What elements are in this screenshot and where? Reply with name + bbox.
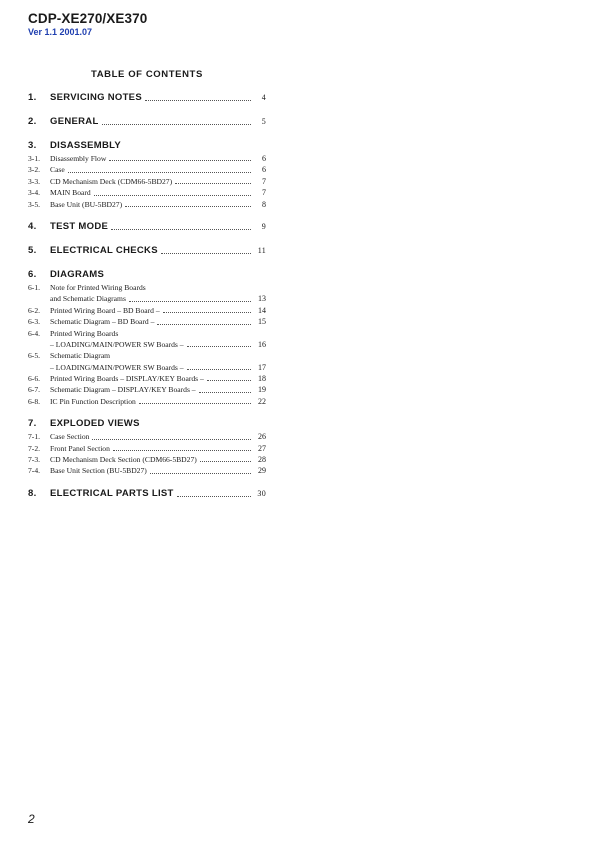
toc-section-entry[interactable] xyxy=(28,116,266,130)
subsection-number: 6-7. xyxy=(28,385,41,395)
subsection-title: Base Unit Section (BU-5BD27) xyxy=(50,466,147,476)
subsection-title: Case xyxy=(50,165,65,175)
toc-subsection-entry[interactable] xyxy=(28,317,266,328)
subsection-title: Disassembly Flow xyxy=(50,154,107,163)
subsection-page: 18 xyxy=(258,374,266,384)
subsection-number: 6-8. xyxy=(28,396,41,406)
toc-section xyxy=(28,488,266,502)
subsection-number: 3-1. xyxy=(28,154,41,163)
toc-section-entry[interactable] xyxy=(28,92,266,106)
toc-heading: TABLE OF CONTENTS xyxy=(91,69,203,80)
dot-leader xyxy=(200,461,251,462)
subsection-title: Note for Printed Wiring Boards xyxy=(50,282,146,292)
page-number: 2 xyxy=(28,812,35,826)
toc-subsection-entry[interactable] xyxy=(28,444,266,455)
toc-subsection-entry[interactable] xyxy=(28,200,266,211)
version-label: Ver 1.1 2001.07 xyxy=(28,27,93,37)
subsection-title-continued: – LOADING/MAIN/POWER SW Boards – xyxy=(50,362,184,372)
toc-subsection-entry[interactable] xyxy=(28,455,266,466)
subsection-title-continued: and Schematic Diagrams xyxy=(50,294,126,304)
section-title: DISASSEMBLY xyxy=(50,140,122,151)
subsection-title: CD Mechanism Deck (CDM66-5BD27) xyxy=(50,176,173,186)
dot-leader xyxy=(68,172,251,173)
dot-leader xyxy=(157,324,251,325)
section-number: 1. xyxy=(28,92,37,103)
dot-leader xyxy=(187,369,251,370)
section-number: 8. xyxy=(28,487,37,499)
dot-leader xyxy=(150,473,251,474)
toc-subsection-continuation[interactable] xyxy=(28,363,266,374)
subsection-page: 27 xyxy=(258,443,266,453)
toc-subsection-entry[interactable] xyxy=(28,374,266,385)
dot-leader xyxy=(187,346,251,347)
dot-leader xyxy=(111,229,251,230)
subsection-title: MAIN Board xyxy=(50,188,91,198)
subsection-number: 3-3. xyxy=(28,176,41,186)
dot-leader xyxy=(163,312,251,313)
subsection-number: 3-4. xyxy=(28,188,41,198)
subsection-page: 7 xyxy=(262,176,266,186)
dot-leader xyxy=(161,253,251,254)
subsection-title: Printed Wiring Boards xyxy=(50,328,119,338)
subsection-title: Schematic Diagram – DISPLAY/KEY Boards – xyxy=(50,385,196,395)
dot-leader xyxy=(92,439,251,440)
subsection-page: 29 xyxy=(258,466,266,476)
subsection-title: Schematic Diagram – BD Board – xyxy=(50,317,155,327)
subsection-number: 3-5. xyxy=(28,199,41,209)
subsection-page: 8 xyxy=(262,199,266,209)
subsection-title: CD Mechanism Deck Section (CDM66-5BD27) xyxy=(50,455,197,465)
dot-leader xyxy=(207,380,251,381)
dot-leader xyxy=(139,403,251,404)
toc-subsection-entry[interactable] xyxy=(28,466,266,477)
subsection-number: 7-1. xyxy=(28,432,41,442)
subsection-page: 22 xyxy=(258,396,266,406)
toc-subsection-entry[interactable] xyxy=(28,177,266,188)
section-title: SERVICING NOTES xyxy=(50,92,142,103)
dot-leader xyxy=(129,301,251,302)
toc-subsection-entry[interactable] xyxy=(28,385,266,396)
toc-subsection-entry[interactable] xyxy=(28,351,266,362)
dot-leader xyxy=(109,160,251,161)
toc-subsection-entry[interactable] xyxy=(28,432,266,443)
section-number: 3. xyxy=(28,140,37,151)
subsection-number: 6-1. xyxy=(28,282,41,292)
toc-subsection-entry[interactable] xyxy=(28,165,266,176)
toc-section xyxy=(28,245,266,259)
subsection-title-continued: – LOADING/MAIN/POWER SW Boards – xyxy=(50,339,184,349)
dot-leader xyxy=(102,124,251,125)
section-number: 6. xyxy=(28,268,37,280)
subsection-page: 16 xyxy=(258,339,266,349)
subsection-page: 6 xyxy=(262,165,266,175)
toc-section-entry[interactable] xyxy=(28,269,266,283)
subsection-page: 13 xyxy=(258,294,266,304)
toc-section xyxy=(28,140,266,211)
subsection-number: 6-5. xyxy=(28,351,41,361)
toc-subsection-entry[interactable] xyxy=(28,397,266,408)
section-title: DIAGRAMS xyxy=(50,268,105,280)
toc-section xyxy=(28,221,266,235)
subsection-number: 7-2. xyxy=(28,443,41,453)
section-page: 9 xyxy=(261,221,266,231)
dot-leader xyxy=(125,206,251,207)
toc-section-entry[interactable] xyxy=(28,488,266,502)
section-number: 4. xyxy=(28,220,37,232)
subsection-number: 3-2. xyxy=(28,165,41,175)
toc-subsection-entry[interactable] xyxy=(28,283,266,294)
dot-leader xyxy=(113,450,251,451)
table-of-contents xyxy=(28,92,266,512)
section-title: ELECTRICAL CHECKS xyxy=(50,244,158,256)
dot-leader xyxy=(175,183,251,184)
subsection-page: 14 xyxy=(258,305,266,315)
toc-section xyxy=(28,116,266,130)
subsection-number: 6-2. xyxy=(28,305,41,315)
dot-leader xyxy=(199,392,251,393)
subsection-page: 28 xyxy=(258,455,266,465)
toc-section-entry[interactable] xyxy=(28,140,266,154)
section-page: 4 xyxy=(261,93,266,102)
section-title: GENERAL xyxy=(50,116,99,127)
subsection-title: Printed Wiring Board – BD Board – xyxy=(50,305,160,315)
toc-subsection-entry[interactable] xyxy=(28,306,266,317)
section-number: 2. xyxy=(28,116,37,127)
section-number: 5. xyxy=(28,244,37,256)
subsection-number: 6-3. xyxy=(28,317,41,327)
section-page: 11 xyxy=(257,245,266,255)
toc-section-entry[interactable] xyxy=(28,221,266,235)
subsection-title: Schematic Diagram xyxy=(50,351,111,361)
section-number: 7. xyxy=(28,418,37,430)
subsection-number: 6-4. xyxy=(28,328,41,338)
subsection-page: 19 xyxy=(258,385,266,395)
subsection-title: Printed Wiring Boards – DISPLAY/KEY Boards – xyxy=(50,374,204,384)
toc-subsection-entry[interactable] xyxy=(28,154,266,165)
toc-section xyxy=(28,418,266,478)
section-page: 30 xyxy=(257,488,266,498)
section-title: TEST MODE xyxy=(50,220,109,232)
subsection-number: 6-6. xyxy=(28,374,41,384)
subsection-number: 7-4. xyxy=(28,466,41,476)
toc-section-entry[interactable] xyxy=(28,418,266,432)
subsection-number: 7-3. xyxy=(28,455,41,465)
toc-subsection-continuation[interactable] xyxy=(28,340,266,351)
subsection-title: IC Pin Function Description xyxy=(50,396,136,406)
subsection-page: 7 xyxy=(262,188,266,198)
dot-leader xyxy=(145,100,251,101)
subsection-title: Front Panel Section xyxy=(50,443,110,453)
section-page: 5 xyxy=(261,117,266,126)
toc-section xyxy=(28,269,266,408)
subsection-page: 6 xyxy=(262,154,266,163)
section-title: EXPLODED VIEWS xyxy=(50,418,140,430)
subsection-page: 26 xyxy=(258,432,266,442)
toc-section xyxy=(28,92,266,106)
section-title: ELECTRICAL PARTS LIST xyxy=(50,487,174,499)
subsection-title: Case Section xyxy=(50,432,90,442)
toc-subsection-continuation[interactable] xyxy=(28,294,266,305)
toc-subsection-entry[interactable] xyxy=(28,329,266,340)
subsection-page: 15 xyxy=(258,317,266,327)
dot-leader xyxy=(94,195,251,196)
model-title: CDP-XE270/XE370 xyxy=(28,11,148,26)
subsection-page: 17 xyxy=(258,362,266,372)
toc-section-entry[interactable] xyxy=(28,245,266,259)
dot-leader xyxy=(177,496,251,497)
subsection-title: Base Unit (BU-5BD27) xyxy=(50,199,123,209)
toc-subsection-entry[interactable] xyxy=(28,188,266,199)
